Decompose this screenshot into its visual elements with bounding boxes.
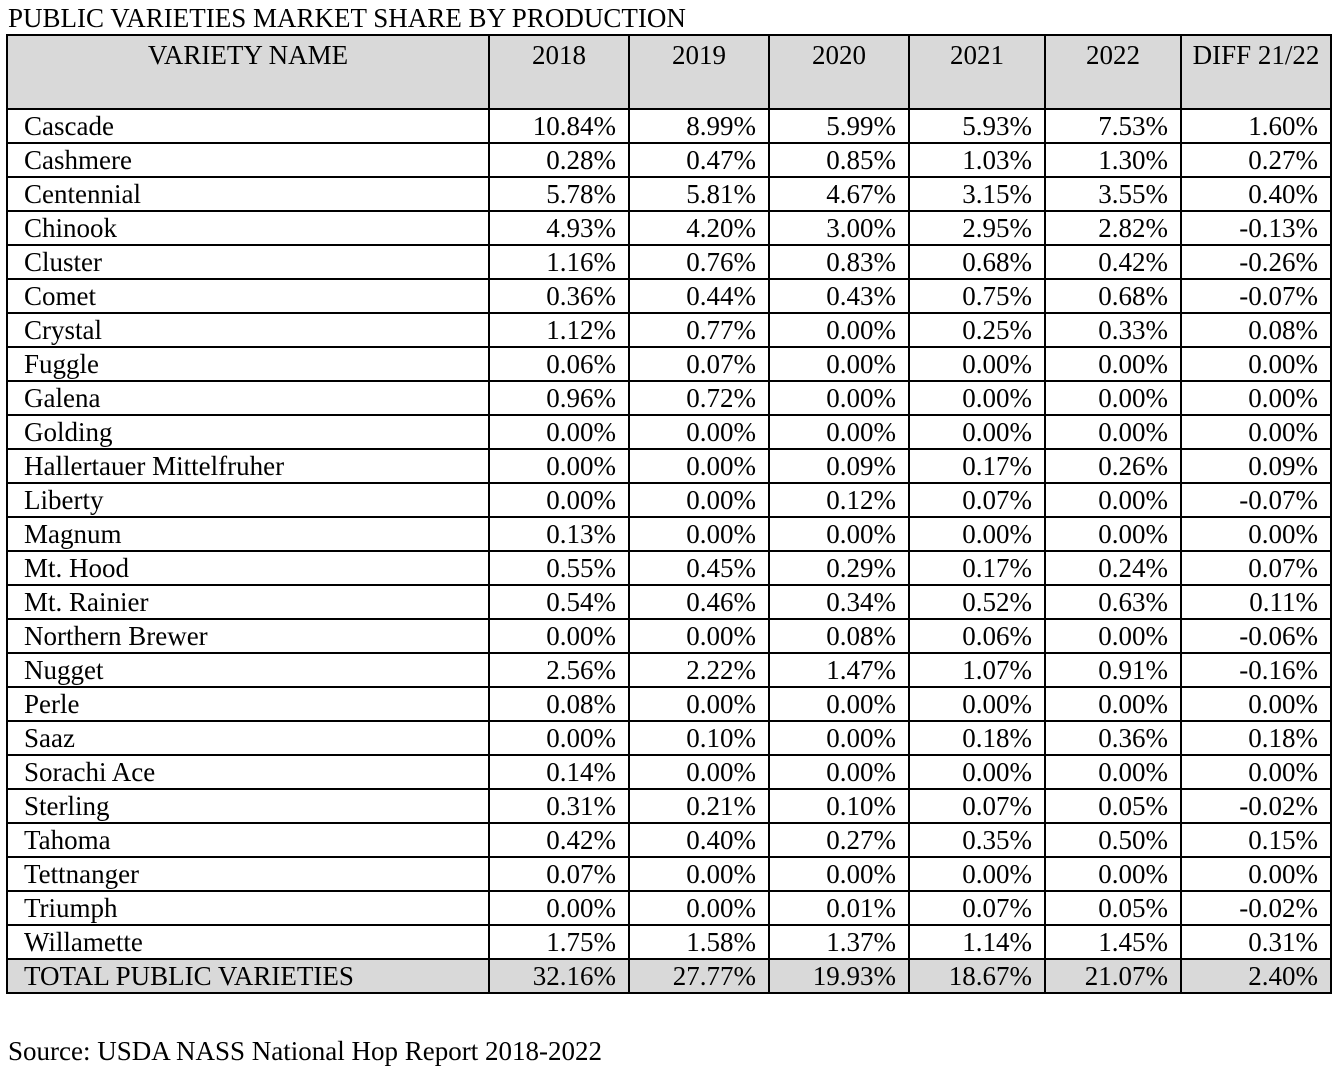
share-value-cell: 1.37% <box>769 925 909 959</box>
share-value-cell: 1.75% <box>489 925 629 959</box>
share-value-cell: 0.76% <box>629 245 769 279</box>
table-row <box>7 789 1331 823</box>
variety-name-cell: Galena <box>7 381 489 415</box>
share-value-cell: 0.00% <box>629 619 769 653</box>
share-value-cell: 0.08% <box>769 619 909 653</box>
share-value-cell: 0.00% <box>629 517 769 551</box>
share-value-cell: 0.05% <box>1045 789 1181 823</box>
share-value-cell: 0.43% <box>769 279 909 313</box>
share-value-cell: 0.17% <box>909 551 1045 585</box>
share-value-cell: 0.14% <box>489 755 629 789</box>
share-value-cell: 0.11% <box>1181 585 1331 619</box>
variety-name-cell: Sterling <box>7 789 489 823</box>
table-row <box>7 279 1331 313</box>
share-value-cell: 0.00% <box>1181 687 1331 721</box>
share-value-cell: 0.00% <box>629 483 769 517</box>
share-value-cell: 1.12% <box>489 313 629 347</box>
share-value-cell: 0.17% <box>909 449 1045 483</box>
total-value-cell: 19.93% <box>769 959 909 993</box>
share-value-cell: -0.26% <box>1181 245 1331 279</box>
share-value-cell: 0.00% <box>1045 415 1181 449</box>
share-value-cell: -0.07% <box>1181 483 1331 517</box>
table-row <box>7 653 1331 687</box>
column-header: 2021 <box>909 35 1045 109</box>
share-value-cell: 0.00% <box>769 347 909 381</box>
share-value-cell: 0.00% <box>1181 415 1331 449</box>
table-row <box>7 109 1331 143</box>
total-value-cell: 32.16% <box>489 959 629 993</box>
share-value-cell: 4.20% <box>629 211 769 245</box>
share-value-cell: 2.56% <box>489 653 629 687</box>
variety-name-cell: Northern Brewer <box>7 619 489 653</box>
variety-name-cell: Centennial <box>7 177 489 211</box>
share-value-cell: 0.00% <box>1045 687 1181 721</box>
table-row <box>7 177 1331 211</box>
variety-name-cell: Triumph <box>7 891 489 925</box>
variety-name-cell: Perle <box>7 687 489 721</box>
column-header: 2020 <box>769 35 909 109</box>
share-value-cell: 0.00% <box>1181 755 1331 789</box>
share-value-cell: 3.55% <box>1045 177 1181 211</box>
table-row <box>7 551 1331 585</box>
header-row <box>7 35 1331 109</box>
share-value-cell: 0.00% <box>1045 755 1181 789</box>
share-value-cell: 5.93% <box>909 109 1045 143</box>
share-value-cell: 0.00% <box>1181 517 1331 551</box>
share-value-cell: 0.55% <box>489 551 629 585</box>
share-value-cell: 3.00% <box>769 211 909 245</box>
share-value-cell: 0.96% <box>489 381 629 415</box>
share-value-cell: 0.00% <box>909 755 1045 789</box>
column-header: VARIETY NAME <box>7 35 489 109</box>
share-value-cell: 5.99% <box>769 109 909 143</box>
table-row <box>7 143 1331 177</box>
share-value-cell: 0.27% <box>1181 143 1331 177</box>
share-value-cell: 2.82% <box>1045 211 1181 245</box>
share-value-cell: 0.00% <box>769 381 909 415</box>
share-value-cell: 0.68% <box>1045 279 1181 313</box>
share-value-cell: 1.60% <box>1181 109 1331 143</box>
share-value-cell: -0.07% <box>1181 279 1331 313</box>
share-value-cell: -0.16% <box>1181 653 1331 687</box>
total-label: TOTAL PUBLIC VARIETIES <box>7 959 489 993</box>
share-value-cell: 0.07% <box>909 891 1045 925</box>
share-value-cell: 0.36% <box>1045 721 1181 755</box>
share-value-cell: 0.47% <box>629 143 769 177</box>
share-value-cell: 0.00% <box>629 891 769 925</box>
share-value-cell: 0.91% <box>1045 653 1181 687</box>
share-value-cell: 10.84% <box>489 109 629 143</box>
variety-name-cell: Cluster <box>7 245 489 279</box>
share-value-cell: 0.24% <box>1045 551 1181 585</box>
share-value-cell: 0.00% <box>629 415 769 449</box>
share-value-cell: 0.00% <box>489 483 629 517</box>
variety-name-cell: Tahoma <box>7 823 489 857</box>
share-value-cell: 0.00% <box>769 721 909 755</box>
share-value-cell: 0.26% <box>1045 449 1181 483</box>
variety-name-cell: Willamette <box>7 925 489 959</box>
share-value-cell: 0.31% <box>489 789 629 823</box>
share-value-cell: -0.02% <box>1181 891 1331 925</box>
table-row <box>7 857 1331 891</box>
share-value-cell: 0.07% <box>489 857 629 891</box>
share-value-cell: 0.83% <box>769 245 909 279</box>
variety-name-cell: Comet <box>7 279 489 313</box>
share-value-cell: -0.02% <box>1181 789 1331 823</box>
share-value-cell: 0.00% <box>629 755 769 789</box>
table-row <box>7 415 1331 449</box>
share-value-cell: 0.00% <box>1045 619 1181 653</box>
column-header: 2022 <box>1045 35 1181 109</box>
share-value-cell: 0.00% <box>769 415 909 449</box>
share-value-cell: 2.22% <box>629 653 769 687</box>
share-value-cell: 0.00% <box>1045 517 1181 551</box>
share-value-cell: 0.10% <box>769 789 909 823</box>
market-share-table <box>6 34 1332 994</box>
table-row <box>7 891 1331 925</box>
share-value-cell: 0.72% <box>629 381 769 415</box>
share-value-cell: 0.27% <box>769 823 909 857</box>
variety-name-cell: Cashmere <box>7 143 489 177</box>
table-row <box>7 755 1331 789</box>
share-value-cell: 0.33% <box>1045 313 1181 347</box>
share-value-cell: 0.08% <box>489 687 629 721</box>
share-value-cell: 0.00% <box>1181 347 1331 381</box>
share-value-cell: 0.00% <box>909 857 1045 891</box>
share-value-cell: 0.00% <box>489 415 629 449</box>
share-value-cell: 0.00% <box>629 857 769 891</box>
share-value-cell: 0.00% <box>909 687 1045 721</box>
share-value-cell: 0.00% <box>909 347 1045 381</box>
share-value-cell: 0.63% <box>1045 585 1181 619</box>
variety-name-cell: Chinook <box>7 211 489 245</box>
share-value-cell: 0.50% <box>1045 823 1181 857</box>
table-row <box>7 721 1331 755</box>
share-value-cell: 0.42% <box>1045 245 1181 279</box>
share-value-cell: 0.09% <box>1181 449 1331 483</box>
table-body <box>7 109 1331 993</box>
table-row <box>7 381 1331 415</box>
share-value-cell: 0.06% <box>489 347 629 381</box>
share-value-cell: 1.07% <box>909 653 1045 687</box>
share-value-cell: 0.42% <box>489 823 629 857</box>
share-value-cell: 0.00% <box>769 313 909 347</box>
share-value-cell: 0.00% <box>489 721 629 755</box>
variety-name-cell: Mt. Hood <box>7 551 489 585</box>
share-value-cell: 0.36% <box>489 279 629 313</box>
share-value-cell: 0.00% <box>629 449 769 483</box>
share-value-cell: 0.00% <box>489 619 629 653</box>
column-header: 2018 <box>489 35 629 109</box>
share-value-cell: -0.13% <box>1181 211 1331 245</box>
share-value-cell: 0.54% <box>489 585 629 619</box>
share-value-cell: 0.40% <box>1181 177 1331 211</box>
share-value-cell: 0.00% <box>1045 347 1181 381</box>
share-value-cell: 0.00% <box>769 517 909 551</box>
table-row <box>7 313 1331 347</box>
share-value-cell: 0.28% <box>489 143 629 177</box>
share-value-cell: 0.12% <box>769 483 909 517</box>
share-value-cell: 3.15% <box>909 177 1045 211</box>
variety-name-cell: Crystal <box>7 313 489 347</box>
share-value-cell: 1.45% <box>1045 925 1181 959</box>
share-value-cell: 0.77% <box>629 313 769 347</box>
share-value-cell: 0.07% <box>909 483 1045 517</box>
total-value-cell: 18.67% <box>909 959 1045 993</box>
share-value-cell: 1.30% <box>1045 143 1181 177</box>
share-value-cell: 0.00% <box>1181 381 1331 415</box>
source-note: Source: USDA NASS National Hop Report 2018-2022 <box>8 1036 602 1066</box>
total-value-cell: 2.40% <box>1181 959 1331 993</box>
total-row <box>7 959 1331 993</box>
column-header: DIFF 21/22 <box>1181 35 1331 109</box>
share-value-cell: 0.52% <box>909 585 1045 619</box>
share-value-cell: 0.00% <box>909 381 1045 415</box>
share-value-cell: 0.07% <box>909 789 1045 823</box>
share-value-cell: 0.00% <box>489 891 629 925</box>
share-value-cell: 5.81% <box>629 177 769 211</box>
share-value-cell: 0.07% <box>629 347 769 381</box>
table-title: PUBLIC VARIETIES MARKET SHARE BY PRODUCTION <box>8 3 686 33</box>
share-value-cell: 0.00% <box>629 687 769 721</box>
table-row <box>7 211 1331 245</box>
share-value-cell: 0.01% <box>769 891 909 925</box>
share-value-cell: 7.53% <box>1045 109 1181 143</box>
share-value-cell: 0.00% <box>769 755 909 789</box>
total-value-cell: 27.77% <box>629 959 769 993</box>
share-value-cell: 0.07% <box>1181 551 1331 585</box>
table-row <box>7 449 1331 483</box>
share-value-cell: 0.13% <box>489 517 629 551</box>
share-value-cell: 0.68% <box>909 245 1045 279</box>
table-row <box>7 347 1331 381</box>
share-value-cell: 0.10% <box>629 721 769 755</box>
variety-name-cell: Cascade <box>7 109 489 143</box>
variety-name-cell: Nugget <box>7 653 489 687</box>
variety-name-cell: Saaz <box>7 721 489 755</box>
share-value-cell: 0.05% <box>1045 891 1181 925</box>
share-value-cell: 0.18% <box>1181 721 1331 755</box>
share-value-cell: 0.08% <box>1181 313 1331 347</box>
column-header: 2019 <box>629 35 769 109</box>
variety-name-cell: Tettnanger <box>7 857 489 891</box>
share-value-cell: 0.09% <box>769 449 909 483</box>
variety-name-cell: Sorachi Ace <box>7 755 489 789</box>
share-value-cell: 0.00% <box>769 687 909 721</box>
share-value-cell: 1.14% <box>909 925 1045 959</box>
share-value-cell: 4.67% <box>769 177 909 211</box>
share-value-cell: 0.44% <box>629 279 769 313</box>
share-value-cell: 0.00% <box>1045 381 1181 415</box>
share-value-cell: 0.45% <box>629 551 769 585</box>
table-row <box>7 823 1331 857</box>
share-value-cell: 0.00% <box>1181 857 1331 891</box>
share-value-cell: 1.47% <box>769 653 909 687</box>
table-row <box>7 687 1331 721</box>
share-value-cell: 0.00% <box>1045 483 1181 517</box>
share-value-cell: -0.06% <box>1181 619 1331 653</box>
share-value-cell: 8.99% <box>629 109 769 143</box>
table-row <box>7 245 1331 279</box>
variety-name-cell: Liberty <box>7 483 489 517</box>
table-row <box>7 517 1331 551</box>
variety-name-cell: Magnum <box>7 517 489 551</box>
share-value-cell: 0.15% <box>1181 823 1331 857</box>
share-value-cell: 4.93% <box>489 211 629 245</box>
share-value-cell: 0.00% <box>489 449 629 483</box>
share-value-cell: 1.16% <box>489 245 629 279</box>
table-row <box>7 585 1331 619</box>
share-value-cell: 0.34% <box>769 585 909 619</box>
share-value-cell: 2.95% <box>909 211 1045 245</box>
share-value-cell: 0.21% <box>629 789 769 823</box>
share-value-cell: 0.25% <box>909 313 1045 347</box>
total-value-cell: 21.07% <box>1045 959 1181 993</box>
share-value-cell: 0.40% <box>629 823 769 857</box>
share-value-cell: 0.75% <box>909 279 1045 313</box>
share-value-cell: 0.00% <box>909 517 1045 551</box>
variety-name-cell: Golding <box>7 415 489 449</box>
table-row <box>7 619 1331 653</box>
share-value-cell: 1.03% <box>909 143 1045 177</box>
variety-name-cell: Mt. Rainier <box>7 585 489 619</box>
share-value-cell: 0.31% <box>1181 925 1331 959</box>
table-row <box>7 483 1331 517</box>
share-value-cell: 0.00% <box>909 415 1045 449</box>
variety-name-cell: Fuggle <box>7 347 489 381</box>
share-value-cell: 5.78% <box>489 177 629 211</box>
share-value-cell: 0.00% <box>1045 857 1181 891</box>
share-value-cell: 0.85% <box>769 143 909 177</box>
share-value-cell: 0.00% <box>769 857 909 891</box>
share-value-cell: 1.58% <box>629 925 769 959</box>
share-value-cell: 0.06% <box>909 619 1045 653</box>
share-value-cell: 0.46% <box>629 585 769 619</box>
share-value-cell: 0.35% <box>909 823 1045 857</box>
share-value-cell: 0.29% <box>769 551 909 585</box>
variety-name-cell: Hallertauer Mittelfruher <box>7 449 489 483</box>
table-row <box>7 925 1331 959</box>
share-value-cell: 0.18% <box>909 721 1045 755</box>
